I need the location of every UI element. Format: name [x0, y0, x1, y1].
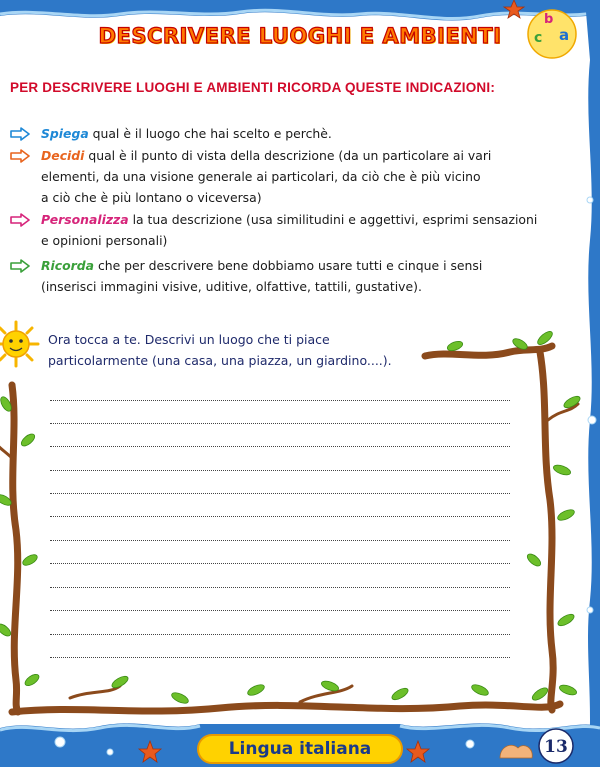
- sun-icon: [0, 322, 38, 366]
- writing-line[interactable]: [50, 516, 510, 517]
- exercise-prompt-line: particolarmente (una casa, una piazza, un giardino....).: [48, 352, 392, 368]
- instruction-text: qual è il luogo che hai scelto e perchè.: [88, 126, 332, 141]
- writing-line[interactable]: [50, 563, 510, 564]
- instruction-text-line: e opinioni personali): [41, 233, 168, 248]
- instruction-text: qual è il punto di vista della descrizione (da un particolare ai vari: [84, 148, 492, 163]
- instruction-item-spiega: [10, 124, 590, 145]
- writing-line[interactable]: [50, 423, 510, 424]
- writing-line[interactable]: [50, 540, 510, 541]
- writing-line[interactable]: [50, 634, 510, 635]
- instructions-heading: PER DESCRIVERE LUOGHI E AMBIENTI RICORDA QUESTE INDICAZIONI:: [10, 80, 496, 95]
- exercise-prompt: [48, 330, 468, 371]
- arrow-icon: [10, 149, 30, 163]
- logo-letter-a: a: [559, 26, 570, 44]
- writing-line[interactable]: [50, 446, 510, 447]
- exercise-prompt-line: Ora tocca a te. Descrivi un luogo che ti piace: [48, 332, 330, 347]
- instruction-text-line: a ciò che è più lontano o viceversa): [41, 190, 262, 205]
- instruction-item-ricorda: [10, 256, 590, 299]
- footer-subject-label: Lingua italiana: [228, 739, 372, 759]
- instruction-keyword: Spiega: [41, 126, 89, 141]
- page-number: 13: [544, 737, 568, 757]
- writing-line[interactable]: [50, 657, 510, 658]
- arrow-icon: [10, 127, 30, 141]
- arrow-icon: [10, 259, 30, 273]
- instruction-item-personalizza: [10, 210, 590, 253]
- instruction-text: che per descrivere bene dobbiamo usare tutti e cinque i sensi: [94, 258, 483, 273]
- arrow-icon: [10, 213, 30, 227]
- page-title: DESCRIVERE LUOGHI E AMBIENTI: [98, 24, 502, 48]
- instruction-text-line: (inserisci immagini visive, uditive, olfattive, tattili, gustative).: [41, 279, 422, 294]
- logo-letter-b: b: [544, 12, 554, 27]
- writing-line[interactable]: [50, 400, 510, 401]
- instruction-keyword: Ricorda: [41, 258, 94, 273]
- writing-line[interactable]: [50, 587, 510, 588]
- right-water-edge: [585, 0, 600, 767]
- instruction-item-decidi: [10, 146, 590, 210]
- shell-icon: [500, 745, 532, 758]
- instruction-text-line: elementi, da una visione generale ai particolari, da ciò che è più vicino: [41, 169, 481, 184]
- instruction-keyword: Decidi: [41, 148, 85, 163]
- writing-line[interactable]: [50, 470, 510, 471]
- instruction-text: la tua descrizione (usa similitudini e aggettivi, esprimi sensazioni: [128, 212, 538, 227]
- writing-line[interactable]: [50, 610, 510, 611]
- leaves: [0, 329, 582, 705]
- logo-letter-c: c: [534, 30, 543, 46]
- writing-line[interactable]: [50, 493, 510, 494]
- instruction-keyword: Personalizza: [41, 212, 129, 227]
